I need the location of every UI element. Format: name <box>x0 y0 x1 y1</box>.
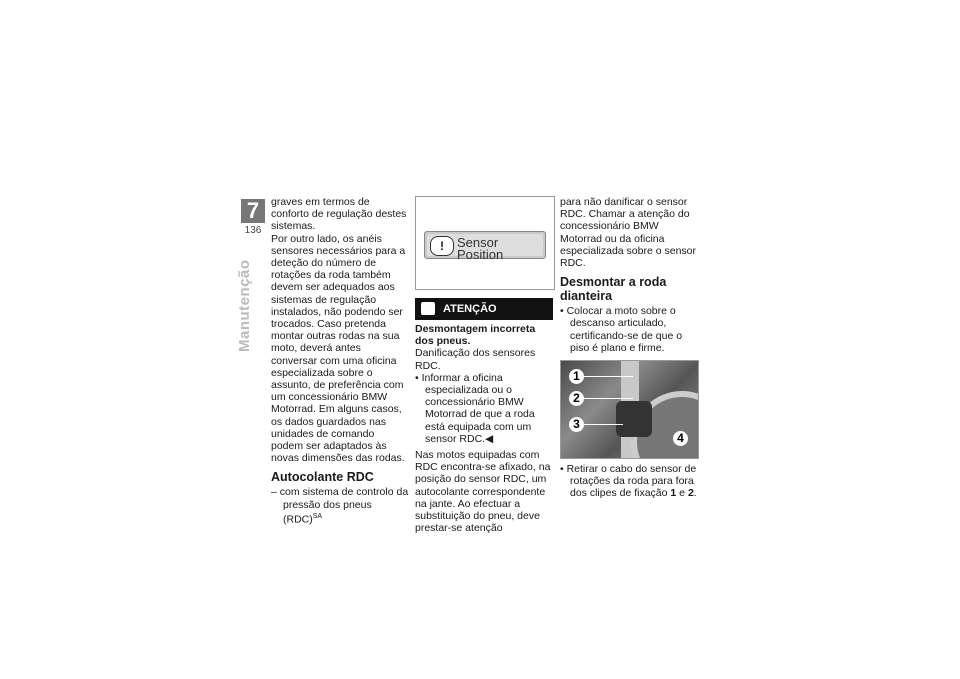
warning-label: ATENÇÃO <box>443 303 497 315</box>
warning-subtitle: Danificação dos sensores RDC. <box>415 347 536 372</box>
paragraph: para não danificar o sensor RDC. Chamar a atenção do concessionário BMW Motorrad ou da oficina especializada sobre o sensor RDC. <box>560 196 696 270</box>
sa-superscript: SA <box>312 512 323 520</box>
callout-4: 4 <box>673 431 688 446</box>
column-2 <box>415 196 553 534</box>
paragraph: Nas motos equipadas com RDC encontra-se afixado, na posição do sensor RDC, um autocolante correspondente na jante. Ao efectuar a substituição do pneu, deve prestar-se atenção <box>415 449 551 535</box>
brake-caliper <box>616 401 652 437</box>
paragraph: graves em termos de conforto de regulação destes sistemas. <box>271 196 407 233</box>
paragraph: Por outro lado, os anéis sensores necessários para a deteção do número de rotações da roda também devem ser adequados aos sistemas de regulação instalados, não podendo ser trocados. Caso pretenda montar outras rodas na sua moto, deverá antes conversar com uma oficina especializada sobre o assunto, de preferência com um concessionário BMW Motorrad. Em alguns casos, os dados guardados nas unidades de comando podem ser adaptados às novas dimensões das rodas. <box>271 232 406 465</box>
page-number: 136 <box>244 225 262 236</box>
callout-1: 1 <box>569 369 584 384</box>
display-panel <box>424 231 546 263</box>
section-heading: Desmontar a roda dianteira <box>560 275 667 304</box>
leader-line <box>583 398 633 399</box>
front-wheel-photo <box>560 360 699 459</box>
chapter-sidebar <box>241 199 265 236</box>
callout-3: 3 <box>569 417 584 432</box>
leader-line <box>583 376 633 377</box>
warning-hand-icon <box>421 302 435 315</box>
leader-line <box>583 424 623 425</box>
chapter-title: Manutenção <box>236 259 253 352</box>
column-3 <box>560 196 700 500</box>
callout-2: 2 <box>569 391 584 406</box>
chapter-number: 7 <box>241 199 265 223</box>
bullet-item: • Informar a oficina especializada ou o concessionário BMW Motorrad de que a roda está equipada com um sensor RDC.◀ <box>415 371 535 445</box>
sensor-position-figure <box>415 196 555 290</box>
warning-title: Desmontagem incorreta dos pneus. <box>415 323 536 348</box>
exclamation-icon: ! <box>430 236 454 256</box>
bullet-item: • Retirar o cabo do sensor de rotações da roda para fora dos clipes de fixação 1 e 2. <box>560 463 697 500</box>
display-text: Sensor Position <box>457 235 504 263</box>
warning-banner <box>415 298 553 320</box>
dash-list-item: – com sistema de controlo da pressão dos pneus (RDC)$^{SA}$ <box>271 486 409 526</box>
section-heading: Autocolante RDC <box>271 470 374 485</box>
column-1 <box>271 196 409 526</box>
bullet-item: • Colocar a moto sobre o descanso articulado, certificando-se de que o piso é plano e firme. <box>560 305 683 354</box>
